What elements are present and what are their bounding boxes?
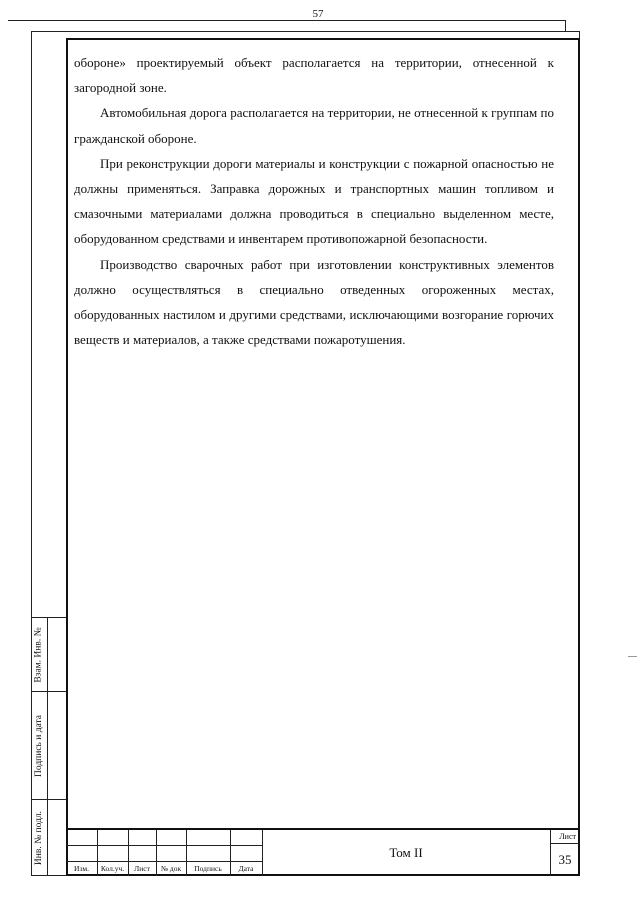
paragraph-2: Автомобильная дорога располагается на территории, не отнесенной к группам по гражданской обороне. xyxy=(74,105,554,146)
header-podpis: Подпись xyxy=(194,863,222,873)
sheet-label: Лист xyxy=(559,832,576,841)
label-podpis-data: Подпись и дата xyxy=(34,714,45,777)
page-number: 57 xyxy=(312,8,324,20)
label-inv-podl: Инв. № подл. xyxy=(34,810,45,866)
sheet-number: 35 xyxy=(558,851,572,867)
cell-vzam-inv xyxy=(31,617,66,691)
paragraph-1: обороне» проектируемый объект располагается на территории, отнесенной к загородной зоне. xyxy=(74,55,554,96)
edge-mark xyxy=(628,656,637,657)
cell-podpis-data xyxy=(31,691,66,799)
label-vzam-inv: Взам. Инв. № xyxy=(34,626,44,683)
header-list: Лист xyxy=(134,863,150,873)
document-body xyxy=(74,50,554,352)
header-data: Дата xyxy=(238,863,254,873)
header-kol-uch: Кол.уч. xyxy=(100,863,125,873)
header-n-dok: № док xyxy=(160,863,182,873)
header-izm: Изм. xyxy=(74,863,89,873)
document-title: Том II xyxy=(389,845,423,860)
cell-inv-podl xyxy=(31,799,66,876)
title-block xyxy=(66,828,580,876)
top-rule xyxy=(8,20,566,21)
paragraph-3: При реконструкции дороги материалы и конструкции с пожарной опасностью не должны применяться. Заправка дорожных и транспортных машин топливом и смазочными материалами должна проводиться в специально выделенном месте, оборудованном средствами и инвентарем противопожарной безопасности. xyxy=(74,155,554,247)
paragraph-4: Производство сварочных работ при изготовлении конструктивных элементов должно осуществляться в специально отведенных огороженных местах, оборудованных настилом и другими средствами, исключающими возгорание горючих веществ и материалов, а также средствами пожаротушения. xyxy=(74,256,554,348)
binding-strip xyxy=(31,617,66,876)
